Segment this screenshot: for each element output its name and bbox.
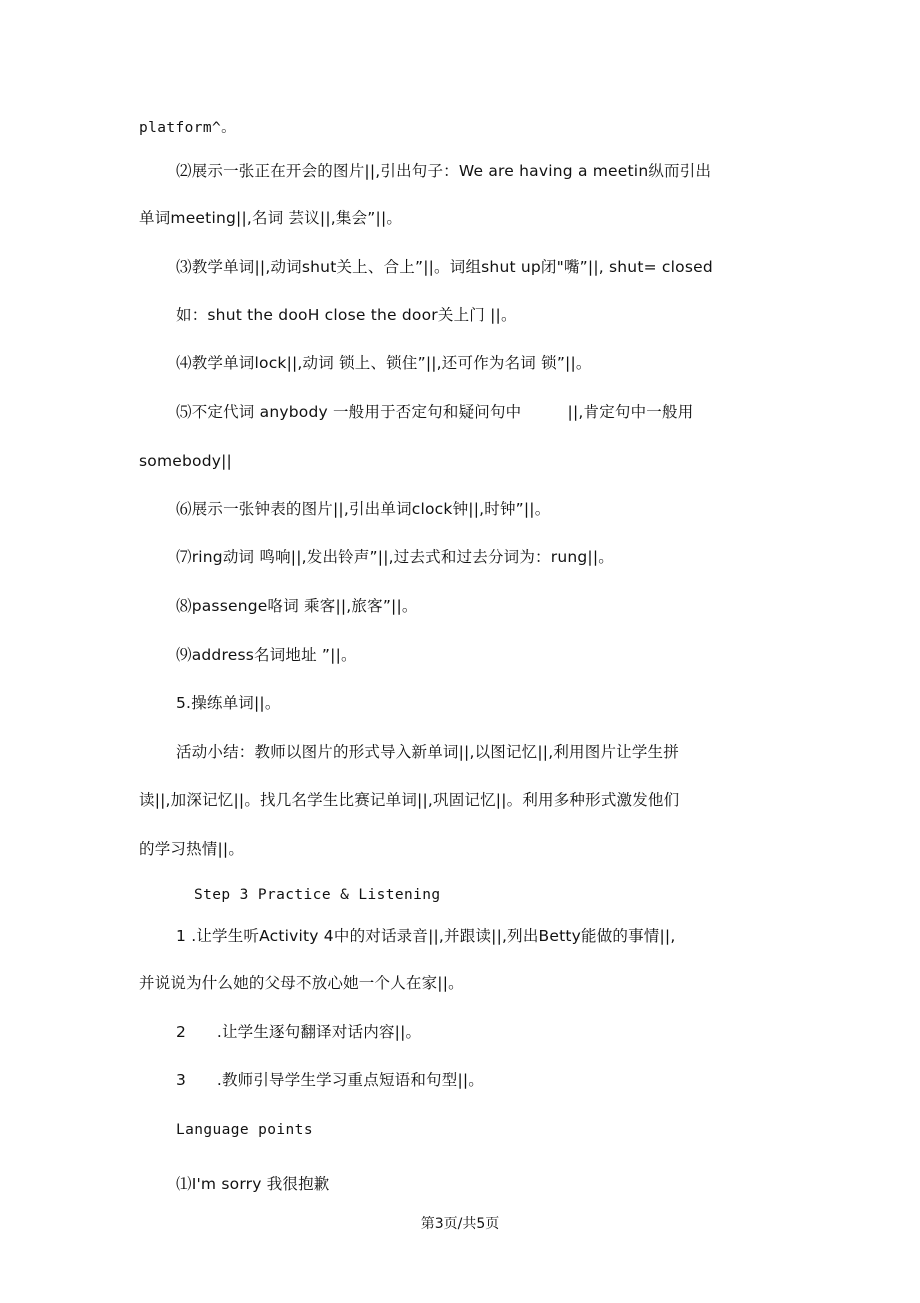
text-line: ⑹展示一张钟表的图片||,引出单词clock钟||,时钟”||。: [176, 500, 551, 518]
text-line: 如：shut the dooH close the door关上门 ||。: [176, 306, 517, 324]
text-line: 1 .让学生听Activity 4中的对话录音||,并跟读||,列出Betty能做的事情||,: [176, 927, 676, 945]
text-line: ⑷教学单词lock||,动词 锁上、锁住”||,还可作为名词 锁”||。: [176, 354, 592, 372]
text-line: 的学习热情||。: [139, 840, 245, 858]
text-line: ⑶教学单词||,动词shut关上、合上”||。词组shut up闭"嘴”||, shut= closed: [176, 258, 713, 276]
subheading: Language points: [176, 1122, 313, 1138]
text-line: ⑵展示一张正在开会的图片||,引出句子：We are having a meetin纵而引出: [176, 162, 712, 180]
text-line: 3 .教师引导学生学习重点短语和句型||。: [176, 1071, 484, 1089]
text-line: 2 .让学生逐句翻译对话内容||。: [176, 1023, 422, 1041]
text-line: somebody||: [139, 452, 232, 470]
page-number-footer: 第3页/共5页: [420, 1216, 500, 1232]
text-line: ⑸不定代词 anybody 一般用于否定句和疑问句中 ||,肯定句中一般用: [176, 403, 694, 421]
text-line: ⑺ring动词 鸣响||,发出铃声”||,过去式和过去分词为：rung||。: [176, 548, 614, 566]
text-line: 5.操练单词||。: [176, 694, 281, 712]
text-line: 单词meeting||,名词 芸议||,集会”||。: [139, 209, 403, 227]
text-line: 并说说为什么她的父母不放心她一个人在家||。: [139, 974, 464, 992]
text-line: 读||,加深记忆||。找几名学生比赛记单词||,巩固记忆||。利用多种形式激发他们: [139, 791, 680, 809]
text-line: platform^。: [139, 120, 237, 136]
text-line: 活动小结：教师以图片的形式导入新单词||,以图记忆||,利用图片让学生拼: [176, 743, 679, 761]
text-line: ⑼address名词地址 ”||。: [176, 646, 357, 664]
section-heading: Step 3 Practice & Listening: [194, 887, 441, 903]
text-line: ⑴I'm sorry 我很抱歉: [176, 1175, 330, 1193]
text-line: ⑻passenge咯词 乘客||,旅客”||。: [176, 597, 418, 615]
